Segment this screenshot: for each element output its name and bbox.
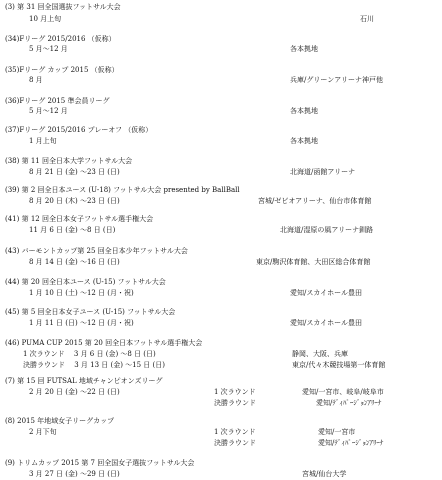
event-venue: 宮城/仙台大学 [302, 470, 347, 478]
event-venue: 東京/代々木競技場第一体育館 [292, 361, 386, 369]
event-title: (34)Fリーグ 2015/2016 （仮称） [5, 35, 116, 43]
event-venue: 愛知/ﾃﾞｨﾊﾟｰｼﾞｮﾝｱﾘｰﾅ [316, 399, 382, 407]
event-venue: 愛知/一宮市、岐阜/岐阜市 [302, 388, 384, 396]
event-title: (43) バーモントカップ第 25 回全日本少年フットサル大会 [5, 247, 188, 255]
event-venue: 宮城/ゼビオアリーナ、仙台市体育館 [258, 197, 372, 205]
event-round: 決勝ラウンド [214, 399, 256, 407]
event-date: 11 月 6 日 (金) ～8 日 (日) [29, 226, 116, 234]
event-title: (36)Fリーグ 2015 準会員リーグ [5, 97, 110, 105]
event-date: 1 月上旬 [29, 137, 57, 145]
event-date: 8 月 21 日 (金) ～23 日 (日) [29, 168, 120, 176]
event-title: (38) 第 11 回全日本大学フットサル大会 [5, 157, 133, 165]
event-venue: 北海道/函館アリーナ [290, 168, 356, 176]
event-venue: 北海道/湿原の風アリーナ釧路 [280, 226, 374, 234]
event-venue: 愛知/スカイホール豊田 [290, 319, 363, 327]
event-venue: 愛知/スカイホール豊田 [290, 289, 363, 297]
event-venue: 静岡、大阪、兵庫 [292, 350, 348, 358]
event-title: (9) トリムカップ 2015 第 7 回全国女子選抜フットサル大会 [5, 459, 195, 467]
event-title: (46) PUMA CUP 2015 第 20 回全日本フットサル選手権大会 [5, 339, 203, 347]
event-date: 8 月 14 日 (金) ～16 日 (日) [29, 258, 120, 266]
event-venue: 各本拠地 [290, 45, 318, 53]
event-date: 8 月 [29, 76, 43, 84]
event-venue: 愛知/ﾃﾞｨﾊﾟｰｼﾞｮﾝｱﾘｰﾅ [318, 439, 384, 447]
event-title: (41) 第 12 回全日本女子フットサル選手権大会 [5, 215, 154, 223]
event-title: (39) 第 2 回全日本ユース (U-18) フットサル大会 presented by BallBall [5, 186, 240, 194]
event-date: 2 月 20 日 (金) ～22 日 (日) [29, 388, 120, 396]
event-title: (3) 第 31 回全国選抜フットサル大会 [5, 3, 121, 11]
event-date: 1 次ラウンド 3 月 6 日 (金) ～8 日 (日) [23, 350, 156, 358]
event-date: 3 月 27 日 (金) ～29 日 (日) [29, 470, 120, 478]
event-date: 1 月 11 日 (日) ～12 日 (月・祝) [29, 319, 134, 327]
event-date: 1 月 10 日 (土) ～12 日 (月・祝) [29, 289, 134, 297]
event-date: 決勝ラウンド 3 月 13 日 (金) ～15 日 (日) [23, 361, 165, 369]
event-venue: 石川 [360, 15, 374, 23]
event-venue: 各本拠地 [290, 107, 318, 115]
event-date: 5 月～12 月 [29, 107, 68, 115]
event-date: 8 月 20 日 (木) ～23 日 (日) [29, 197, 120, 205]
event-round: 1 次ラウンド [214, 388, 256, 396]
event-title: (35)Fリーグ カップ 2015 （仮称） [5, 66, 119, 74]
event-venue: 兵庫/グリーンアリーナ神戸他 [290, 76, 383, 84]
event-title: (45) 第 5 回全日本女子ユース (U-15) フットサル大会 [5, 308, 176, 316]
event-date: 2 月下旬 [29, 428, 57, 436]
event-date: 5 月～12 月 [29, 45, 68, 53]
event-title: (8) 2015 年地域女子リーグカップ [5, 417, 115, 425]
event-venue: 東京/駒沢体育館、大田区総合体育館 [256, 258, 371, 266]
event-title: (37)Fリーグ 2015/2016 プレーオフ （仮称） [5, 126, 153, 134]
event-venue: 各本拠地 [290, 137, 318, 145]
event-round: 決勝ラウンド [214, 439, 256, 447]
event-date: 10 月上旬 [29, 15, 62, 23]
event-round: 1 次ラウンド [214, 428, 256, 436]
event-title: (7) 第 15 回 FUTSAL 地域チャンピオンズリーグ [5, 377, 163, 385]
event-title: (44) 第 20 回全日本ユース (U-15) フットサル大会 [5, 278, 166, 286]
event-venue: 愛知/一宮市 [318, 428, 356, 436]
